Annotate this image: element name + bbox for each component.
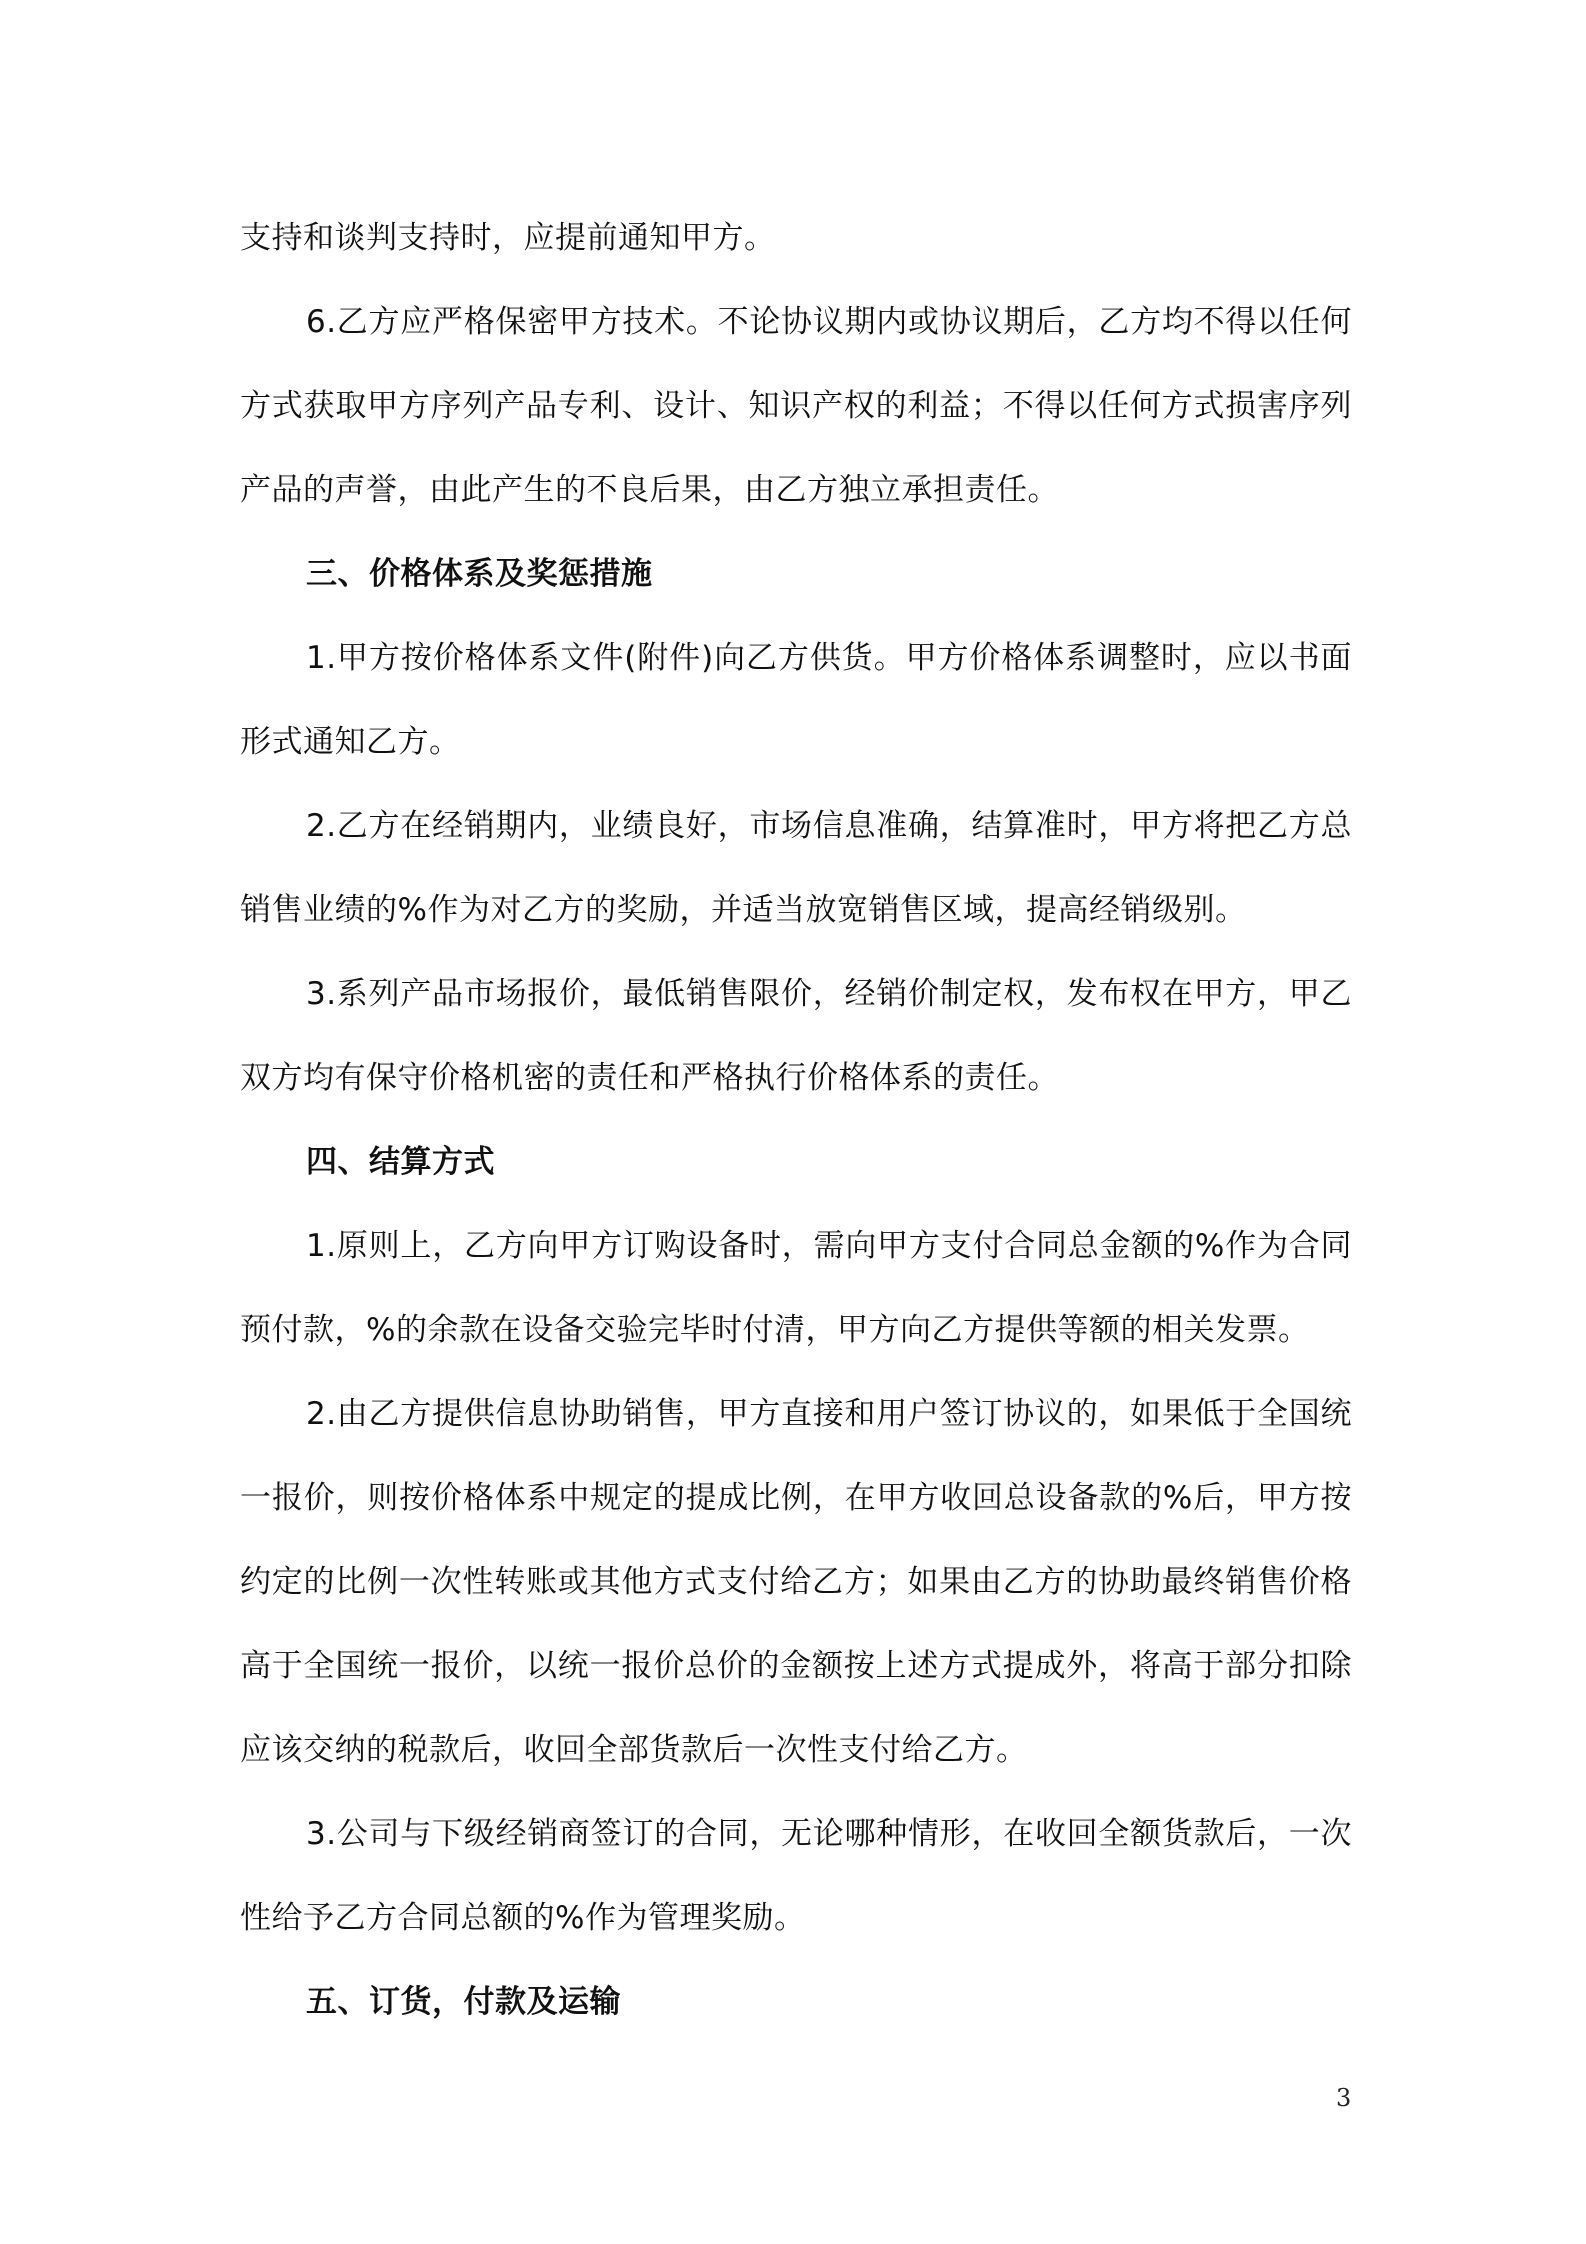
paragraph-line: 支持和谈判支持时，应提前通知甲方。	[240, 220, 776, 256]
paragraph-line: 性给予乙方合同总额的%作为管理奖励。	[240, 1900, 806, 1936]
paragraph-line: 方式获取甲方序列产品专利、设计、知识产权的利益；不得以任何方式损害序列	[240, 388, 1352, 424]
paragraph-line: 6.乙方应严格保密甲方技术。不论协议期内或协议期后，乙方均不得以任何	[306, 304, 1352, 340]
paragraph-line: 2.乙方在经销期内，业绩良好，市场信息准确，结算准时，甲方将把乙方总	[306, 808, 1352, 844]
page-number: 3	[1336, 2084, 1352, 2112]
section-heading: 五、订货，付款及运输	[306, 1984, 621, 2020]
paragraph-line: 3.公司与下级经销商签订的合同，无论哪种情形，在收回全额货款后，一次	[306, 1816, 1352, 1852]
paragraph-line: 形式通知乙方。	[240, 724, 461, 760]
paragraph-line: 2.由乙方提供信息协助销售，甲方直接和用户签订协议的，如果低于全国统	[306, 1396, 1352, 1432]
paragraph-line: 3.系列产品市场报价，最低销售限价，经销价制定权，发布权在甲方，甲乙	[306, 976, 1352, 1012]
paragraph-line: 1.甲方按价格体系文件(附件)向乙方供货。甲方价格体系调整时，应以书面	[306, 640, 1352, 676]
paragraph-line: 销售业绩的%作为对乙方的奖励，并适当放宽销售区域，提高经销级别。	[240, 892, 1247, 928]
section-heading: 三、价格体系及奖惩措施	[306, 556, 653, 592]
paragraph-line: 高于全国统一报价，以统一报价总价的金额按上述方式提成外，将高于部分扣除	[240, 1648, 1352, 1684]
paragraph-line: 双方均有保守价格机密的责任和严格执行价格体系的责任。	[240, 1060, 1059, 1096]
section-heading: 四、结算方式	[306, 1144, 495, 1180]
paragraph-line: 1.原则上，乙方向甲方订购设备时，需向甲方支付合同总金额的%作为合同	[306, 1228, 1352, 1264]
paragraph-line: 应该交纳的税款后，收回全部货款后一次性支付给乙方。	[240, 1732, 1028, 1768]
paragraph-line: 产品的声誉，由此产生的不良后果，由乙方独立承担责任。	[240, 472, 1059, 508]
paragraph-line: 一报价，则按价格体系中规定的提成比例，在甲方收回总设备款的%后，甲方按	[240, 1480, 1352, 1516]
document-body	[240, 196, 1352, 2044]
paragraph-line: 预付款，%的余款在设备交验完毕时付清，甲方向乙方提供等额的相关发票。	[240, 1312, 1310, 1348]
paragraph-line: 约定的比例一次性转账或其他方式支付给乙方；如果由乙方的协助最终销售价格	[240, 1564, 1352, 1600]
